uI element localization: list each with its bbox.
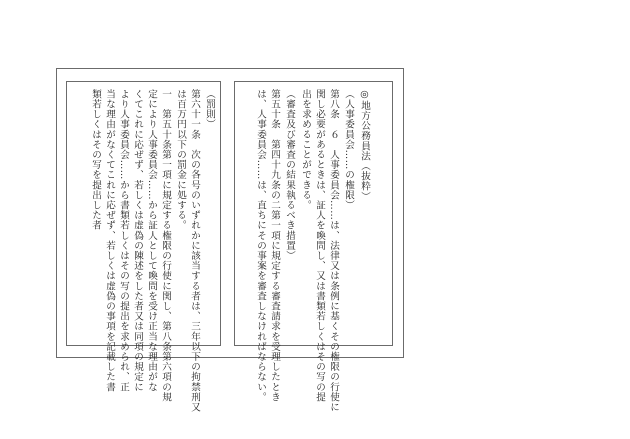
text-line: くてこれに応ぜず、若しくは虚偽の陳述をした者又は同項の規定に — [132, 89, 143, 392]
text-line: 出を求めることができる。 — [300, 89, 311, 211]
text-line: 第八条 ６ 人事委員会……は、法律又は条例に基くその権限の行使に — [328, 89, 339, 413]
text-line: 当な理由がなくてこれに応ぜず、若しくは虚偽の事項を記載した書 — [104, 89, 115, 392]
text-line: 第六十一条 次の各号のいずれかに該当する者は、三年以下の拘禁刑又 — [189, 89, 200, 413]
document-title: ◎地方公務員法（抜粋） — [359, 89, 370, 202]
text-line: 一 第五十条第一項に規定する権限の行使に関し、第八条第六項の規 — [160, 89, 171, 403]
text-line: より人事委員会……から書類若しくはその写の提出を求められ、正 — [118, 89, 129, 392]
text-line: は百万円以下の罰金に処する。 — [175, 89, 186, 231]
article-heading: （人事委員会……の権限） — [343, 89, 354, 211]
statute-excerpt-panel — [234, 81, 393, 413]
penalty-excerpt-panel — [66, 81, 221, 413]
article-heading: （罰則） — [204, 89, 215, 130]
text-line: 第五十条 第四十九条の二第一項に規定する審査請求を受理したとき — [269, 89, 280, 403]
text-line: 類若しくはその写を提出した者 — [90, 89, 101, 231]
text-line: は、人事委員会……は、直ちにその事案を審査しなければならない。 — [255, 89, 266, 403]
text-line: 関し必要があるときは、証人を喚問し、又は書類若しくはその写の提 — [314, 89, 325, 403]
article-heading: （審査及び審査の結果執るべき措置） — [284, 89, 295, 261]
text-line: 定により人事委員会……から証人として喚問を受け正当な理由がな — [146, 89, 157, 392]
